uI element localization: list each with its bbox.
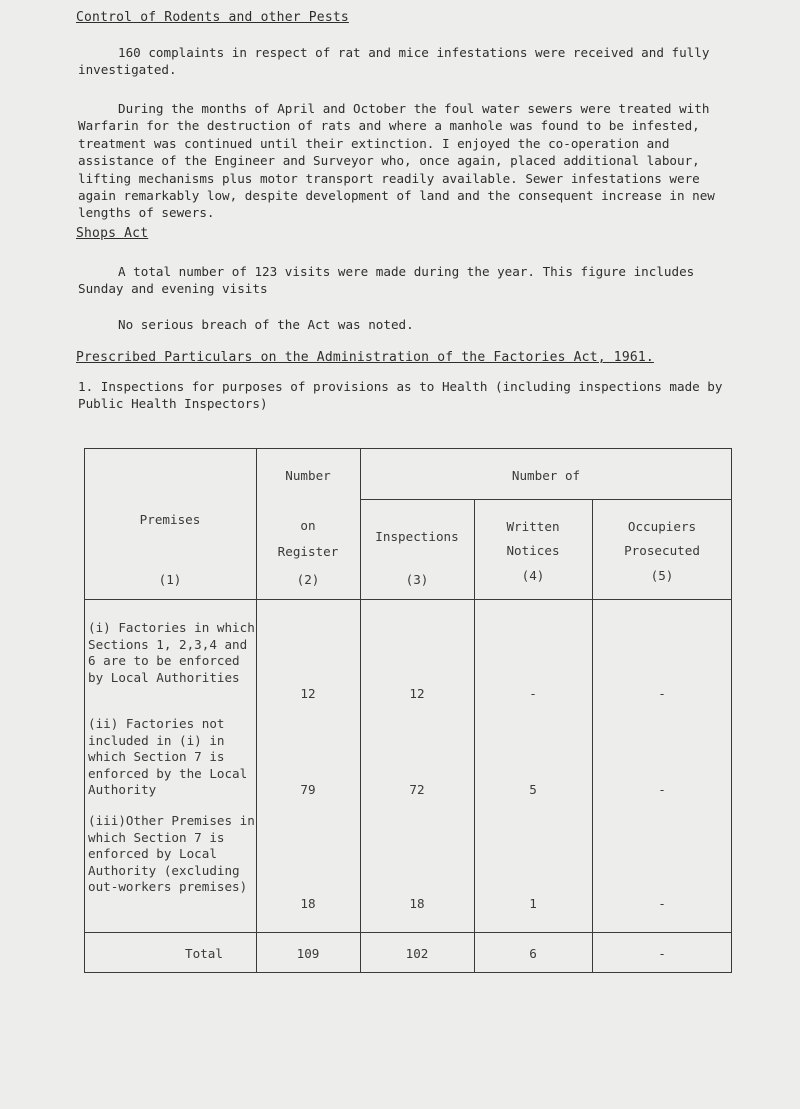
total-prosecuted: -: [658, 946, 666, 961]
factories-intro: 1. Inspections for purposes of provisions as to Health (including inspections made by Public Health Inspectors): [78, 379, 723, 412]
header-occupiers-num: (5): [650, 568, 674, 583]
table-rule-top: [84, 448, 732, 449]
header-inspections-num: (3): [405, 572, 429, 587]
row-2-inspections: 72: [409, 782, 425, 797]
row-3-notices: 1: [529, 896, 537, 911]
table-rule-col3: [360, 448, 361, 973]
total-notices: 6: [529, 946, 537, 961]
row-2-premises: (ii) Factories not included in (i) in which Section 7 is enforced by the Local Authority: [88, 716, 248, 797]
row-2-prosecuted: -: [658, 782, 666, 797]
row-1-inspections: 12: [409, 686, 425, 701]
header-premises-num: (1): [158, 572, 182, 587]
header-occupiers: Occupiers: [627, 519, 697, 534]
header-notices: Notices: [506, 543, 560, 558]
shops-act-heading: Shops Act: [76, 226, 149, 241]
row-1-prosecuted: -: [658, 686, 666, 701]
table-rule-total-top: [84, 932, 732, 933]
table-rule-header-bottom: [84, 599, 732, 600]
shops-act-paragraph-2: No serious breach of the Act was noted.: [118, 317, 414, 332]
row-3-premises: (iii)Other Premises in which Section 7 is enforced by Local Authority (excluding out-workers premises): [88, 813, 255, 894]
row-3-prosecuted: -: [658, 896, 666, 911]
rodents-heading: Control of Rodents and other Pests: [76, 10, 349, 25]
rodents-paragraph-2: During the months of April and October the foul water sewers were treated with Warfarin for the destruction of rats and where a manhole was found to be infested, treatment was continued until their extinction. I enjoyed the co-operation and assistance of the Engineer and Surveyor who, once again, placed additional labour, lifting mechanisms plus motor transport readily available. Sewer infestations were again remarkably low, despite development of land and the consequent increase in new lengths of sewers.: [78, 101, 715, 221]
row-1-notices: -: [529, 686, 537, 701]
total-inspections: 102: [405, 946, 429, 961]
header-register-num: (2): [296, 572, 320, 587]
header-register-1: Number: [285, 468, 331, 483]
header-inspections: Inspections: [375, 529, 459, 544]
header-written-num: (4): [521, 568, 545, 583]
header-prosecuted: Prosecuted: [624, 543, 700, 558]
header-premises: Premises: [139, 512, 201, 527]
row-3-register: 18: [300, 896, 316, 911]
row-2-register: 79: [300, 782, 316, 797]
header-register-2: on: [300, 518, 316, 533]
shops-act-paragraph-1: A total number of 123 visits were made during the year. This figure includes Sunday and evening visits: [78, 264, 695, 297]
header-number-of: Number of: [511, 468, 581, 483]
row-2-notices: 5: [529, 782, 537, 797]
factories-act-heading: Prescribed Particulars on the Administration of the Factories Act, 1961.: [76, 350, 654, 365]
header-register-3: Register: [277, 544, 339, 559]
row-3-inspections: 18: [409, 896, 425, 911]
inspections-table: [84, 448, 732, 973]
row-1-register: 12: [300, 686, 316, 701]
total-label: Total: [185, 946, 223, 961]
table-rule-number-of: [360, 499, 732, 500]
table-rule-bottom: [84, 972, 732, 973]
total-register: 109: [296, 946, 320, 961]
row-1-premises: (i) Factories in which Sections 1, 2,3,4 and 6 are to be enforced by Local Authorities: [88, 620, 255, 685]
rodents-paragraph-1: 160 complaints in respect of rat and mice infestations were received and fully investigated.: [78, 45, 710, 78]
header-written: Written: [506, 519, 560, 534]
